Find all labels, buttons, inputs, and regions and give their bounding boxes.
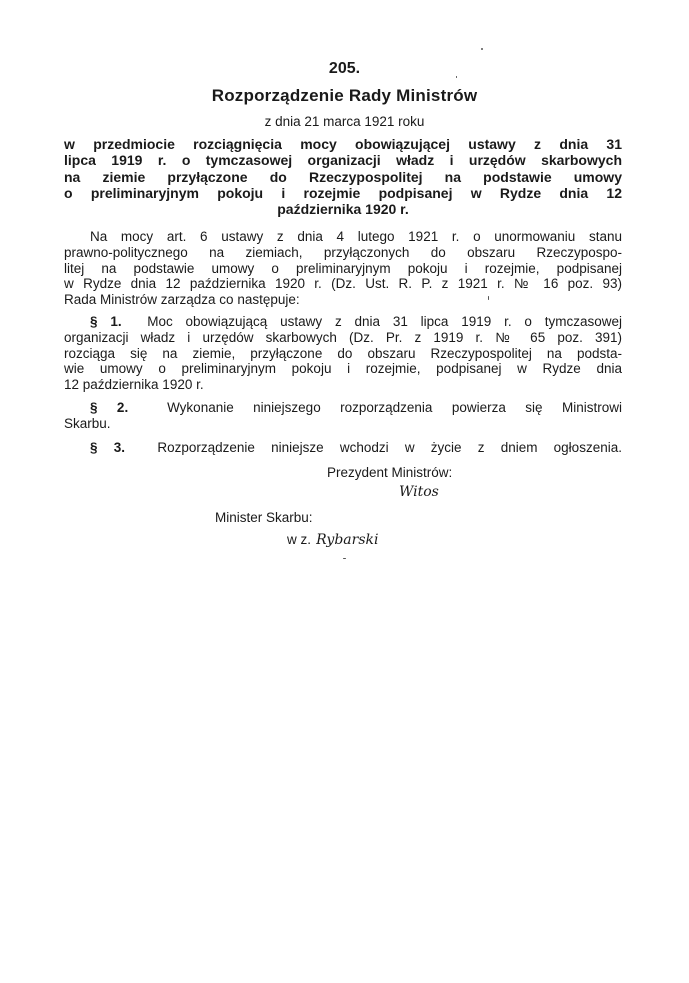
subject-line: na ziemie przyłączone do Rzeczypospolitej na podstawie umowy bbox=[64, 168, 622, 185]
act-title: Rozporządzenie Rady Ministrów bbox=[211, 86, 478, 105]
act-subject bbox=[64, 136, 622, 217]
section-text: Moc obowiązującą ustawy z dnia 31 lipca 1919 r. o tymczasowej bbox=[147, 314, 622, 329]
subject-line: lipca 1919 r. o tymczasowej organizacji władz i urzędów skarbowych bbox=[64, 152, 622, 169]
section-text: Wykonanie niniejszego rozporządzenia powierza się Ministrowi bbox=[167, 400, 622, 415]
scan-speck bbox=[481, 48, 483, 50]
scan-speck bbox=[343, 558, 346, 559]
pm-signature-name: Witos bbox=[399, 484, 439, 500]
section-text: Rozporządzenie niniejsze wchodzi w życie z dniem ogłoszenia. bbox=[157, 440, 622, 455]
section-1 bbox=[64, 314, 622, 393]
subject-line: w przedmiocie rozciągnięcia mocy obowiązującej ustawy z dnia 31 bbox=[64, 136, 622, 152]
section-mark: § 1. bbox=[90, 314, 122, 329]
section-line: 12 października 1920 r. bbox=[64, 377, 204, 393]
section-line: rozciąga się na ziemie, przyłączone do obszaru Rzeczypospolitej na podsta- bbox=[64, 345, 622, 361]
section-line: wie umowy o preliminaryjnym pokoju i rozejmie, podpisanej w Rydze dnia bbox=[64, 361, 622, 377]
section-line bbox=[64, 400, 622, 416]
preamble-line: w Rydze dnia 12 października 1920 r. (Dz. Ust. R. P. z 1921 r. № 16 poz. 93) bbox=[64, 276, 622, 292]
act-number: 205. bbox=[328, 60, 361, 77]
scan-speck bbox=[488, 296, 489, 300]
scan-speck bbox=[456, 76, 457, 78]
section-line bbox=[64, 314, 622, 330]
subject-line: o preliminaryjnym pokoju i rozejmie podpisanej w Rydze dnia 12 bbox=[64, 184, 622, 201]
minister-prefix: w z. bbox=[287, 532, 312, 547]
minister-signature bbox=[287, 529, 378, 548]
preamble bbox=[64, 229, 622, 308]
preamble-line: Na mocy art. 6 ustawy z dnia 4 lutego 1921 r. o unormowaniu stanu bbox=[90, 229, 622, 244]
section-line: Skarbu. bbox=[64, 415, 111, 431]
subject-line: października 1920 r. bbox=[277, 201, 409, 218]
preamble-line: prawno-politycznego na ziemiach, przyłączonych do obszaru Rzeczypospo- bbox=[64, 244, 622, 260]
section-2 bbox=[64, 400, 622, 432]
minister-name: Rybarski bbox=[316, 532, 379, 548]
section-mark: § 2. bbox=[90, 400, 129, 415]
section-mark: § 3. bbox=[90, 440, 125, 455]
section-line bbox=[64, 440, 622, 456]
act-date: z dnia 21 marca 1921 roku bbox=[264, 114, 425, 129]
preamble-line: litej na podstawie umowy o preliminaryjnym pokoju i rozejmie, podpisanej bbox=[64, 260, 622, 276]
section-3 bbox=[64, 440, 622, 456]
section-line: organizacji władz i urzędów skarbowych (Dz. Pr. z 1919 r. № 65 poz. 391) bbox=[64, 329, 622, 345]
pm-signature-label: Prezydent Ministrów: bbox=[327, 465, 453, 480]
minister-signature-label: Minister Skarbu: bbox=[215, 510, 313, 525]
preamble-line: Rada Ministrów zarządza co następuje: bbox=[64, 292, 300, 308]
